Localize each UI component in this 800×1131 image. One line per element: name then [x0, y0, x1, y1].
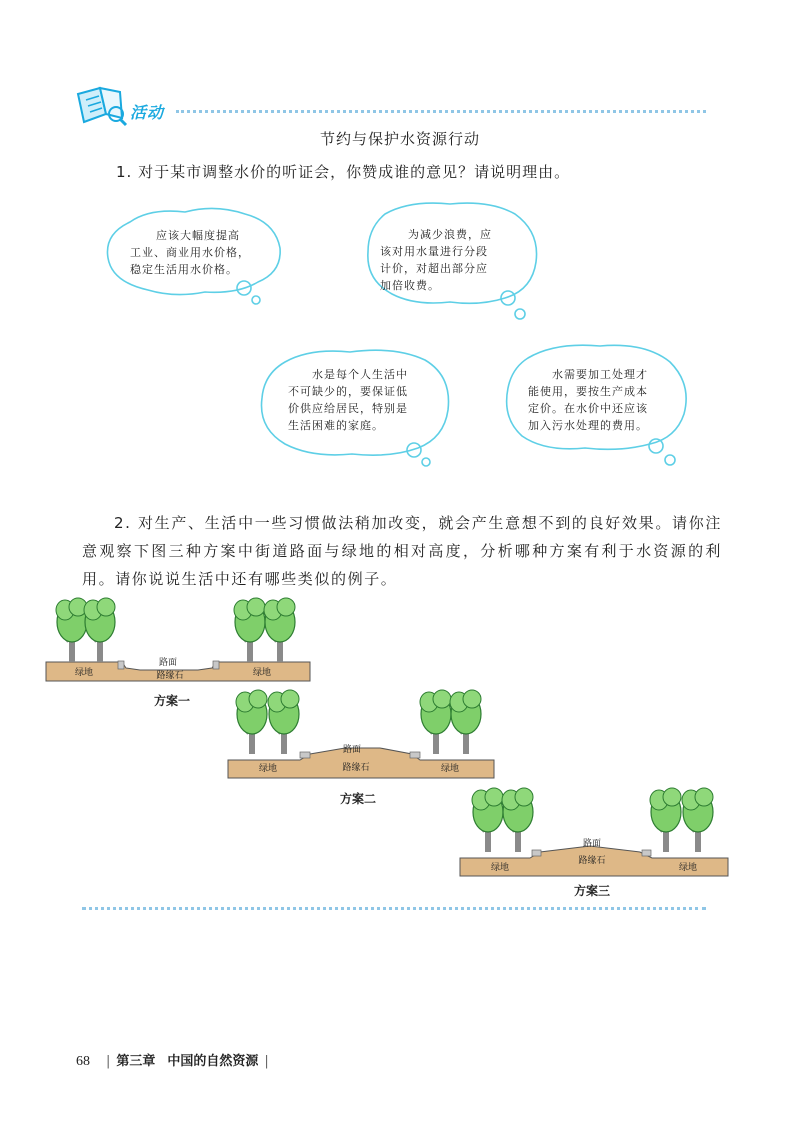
chapter-number: 第三章	[116, 1054, 156, 1069]
page-footer	[76, 1050, 275, 1070]
opinion-text-3: 水是每个人生活中 不可缺少的，要保证低 价供应给居民，特别是 生活困难的家庭。	[288, 368, 408, 432]
plan-3-label: 方案三	[574, 884, 611, 898]
footer-separator-left: |	[106, 1054, 111, 1069]
opinion-text-4: 水需要加工处理才 能使用，要按生产成本 定价。在水价中还应该 加入污水处理的费用。	[528, 368, 648, 432]
activity-book-icon	[72, 84, 130, 130]
footer-separator-right: |	[264, 1054, 269, 1069]
plan-2-label: 方案二	[340, 792, 377, 806]
top-divider	[176, 110, 706, 113]
question-2: 2. 对生产、生活中一些习惯做法稍加改变，就会产生意想不到的良好效果。请你注意观察下图三种方案中街道路面与绿地的相对高度，分析哪种方案有利于水资源的利用。请你说说生活中还有哪些类似的例子。	[82, 514, 722, 588]
activity-label: 活动	[130, 103, 165, 122]
plan-3-road: 路面	[582, 839, 602, 849]
plan-1-road: 路面	[158, 658, 178, 668]
plan-2-road: 路面	[342, 745, 362, 755]
opinion-text-2: 为减少浪费，应 该对用水量进行分段 计价，对超出部分应 加倍收费。	[380, 228, 492, 292]
chapter-title: 中国的自然资源	[167, 1054, 259, 1069]
plan-2-curb: 路缘石	[342, 763, 370, 773]
opinion-text-1: 应该大幅度提高 工业、商业用水价格， 稳定生活用水价格。	[130, 229, 250, 276]
section-title: 节约与保护水资源行动	[319, 130, 480, 148]
plan-3-green-left: 绿地	[490, 863, 510, 873]
bottom-divider	[82, 907, 706, 910]
plan-3-green-right: 绿地	[678, 863, 698, 873]
street-diagrams	[0, 595, 800, 905]
plan-2-green-left: 绿地	[258, 764, 278, 774]
plan-1-label: 方案一	[154, 694, 191, 708]
page-number: 68	[76, 1054, 90, 1069]
plan-1-green-left: 绿地	[74, 668, 94, 678]
plan-1-curb: 路缘石	[156, 671, 184, 681]
plan-1-green-right: 绿地	[252, 668, 272, 678]
plan-2-green-right: 绿地	[440, 764, 460, 774]
question-1: 1. 对于某市调整水价的听证会，你赞成谁的意见？请说明理由。	[116, 163, 571, 181]
plan-3-curb: 路缘石	[578, 856, 606, 866]
